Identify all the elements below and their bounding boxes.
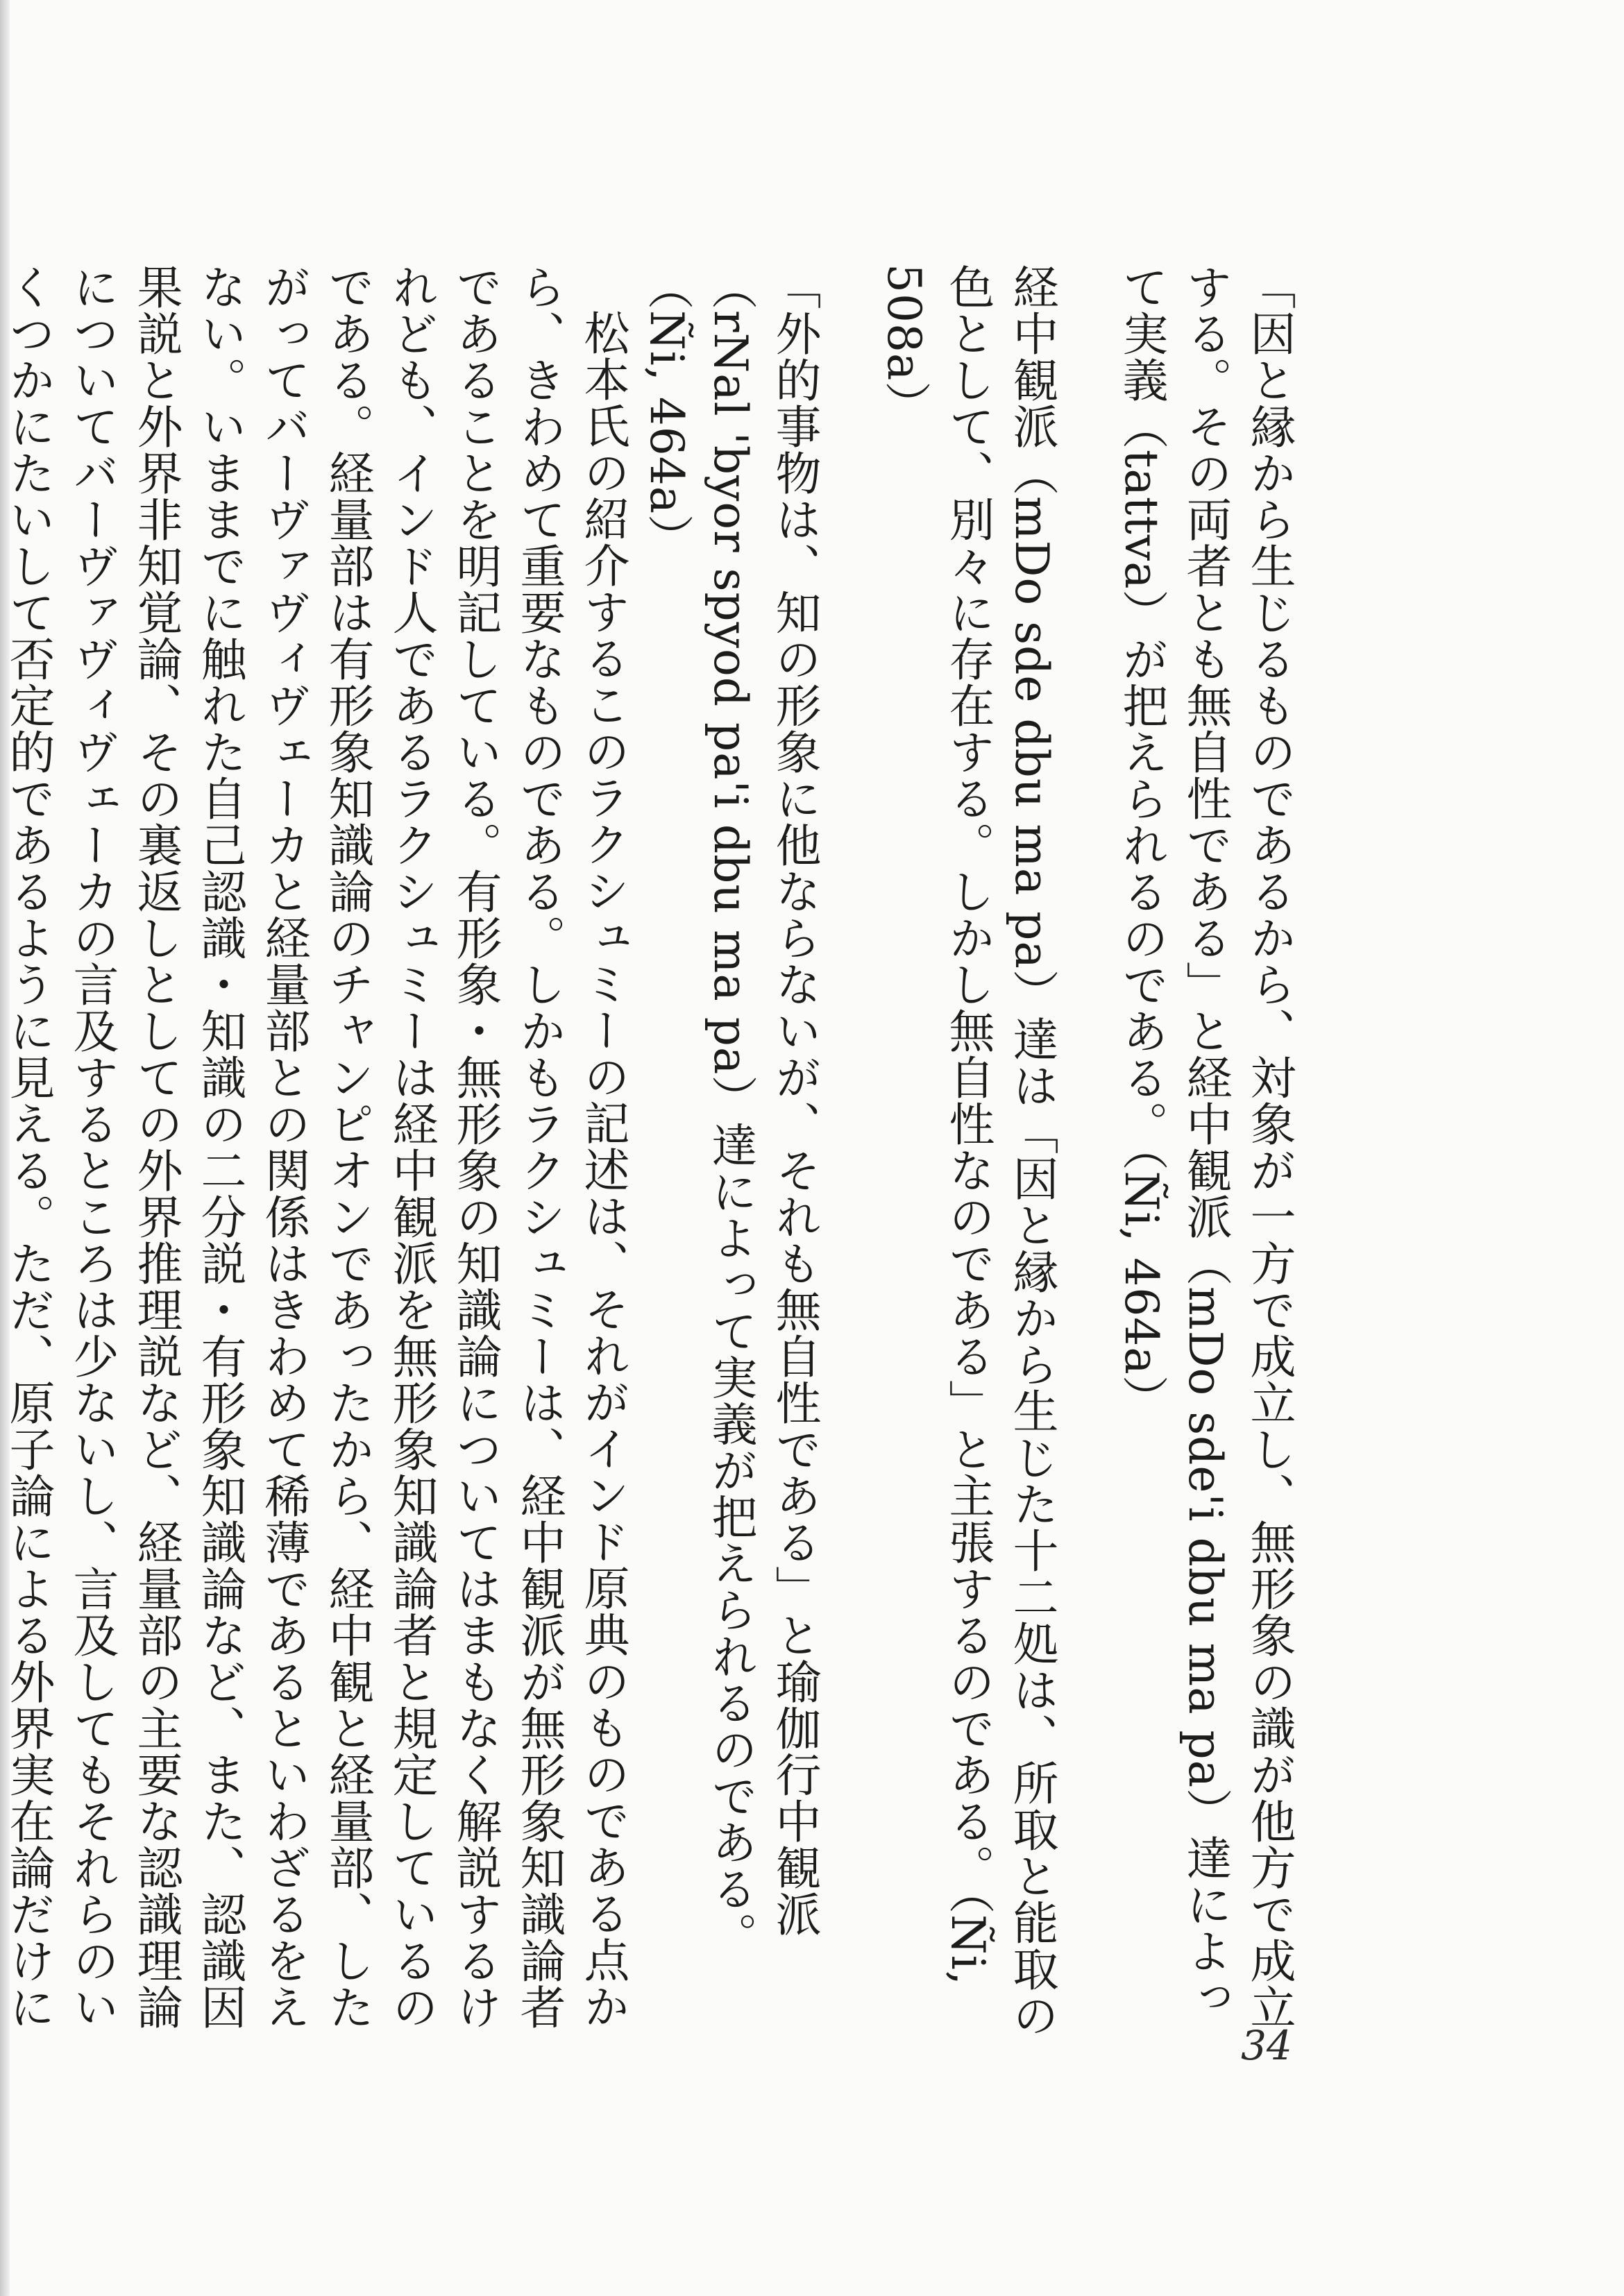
quote-paragraph-1: 「因と縁から生じるものであるから、対象が一方で成立し、無形象の識が他方で成立する。その両者とも無自性である」と経中観派（mDo sde'i dbu ma pa）達によって実義（tattva）が把えられるのである。（Ñi, 464a） — [1115, 264, 1296, 2030]
quote-paragraph-3: 「外的事物は、知の形象に他ならないが、それも無自性である」と瑜伽行中観派（rNal 'byor spyod pa'i dbu ma pa）達によって実義が把えられるのである。（Ñi, 464a） — [640, 264, 821, 1959]
body-text — [1, 264, 1346, 2040]
body-paragraph-1: 松本氏の紹介するこのラクシュミーの記述は、それがインド原典のものである点から、きわめて重要なものである。しかもラクシュミーは、経中観派が無形象知識論者であることを明記している。有形象・無形象の知識論についてはまもなく解説するけれども、インド人であるラクシュミーは経中観派を無形象知識論者と規定しているのである。経量部は有形象知識論のチャンピオンであったから、経中観と経量部、したがってバーヴァヴィヴェーカと経量部との関係はきわめて稀薄であるといわざるをえない。いままでに触れた自己認識・知識の二分説・有形象知識論など、また、認識因果説と外界非知覚論、その裏返しとしての外界推理説など、経量部の主要な認識理論についてバーヴァヴィヴェーカの言及するところは少ないし、言及してもそれらのいくつかにたいして否定的であるように見える。ただ、原子論による外界実在論だけに — [1, 264, 629, 2030]
quote-paragraph-2: 経中観派（mDo sde dbu ma pa）達は「因と縁から生じた十二処は、所取と能取の色として、別々に存在する。しかし無自性なのである」と主張するのである。（Ñi, 508a） — [877, 264, 1058, 2039]
page-number: 34 — [1241, 2022, 1292, 2069]
